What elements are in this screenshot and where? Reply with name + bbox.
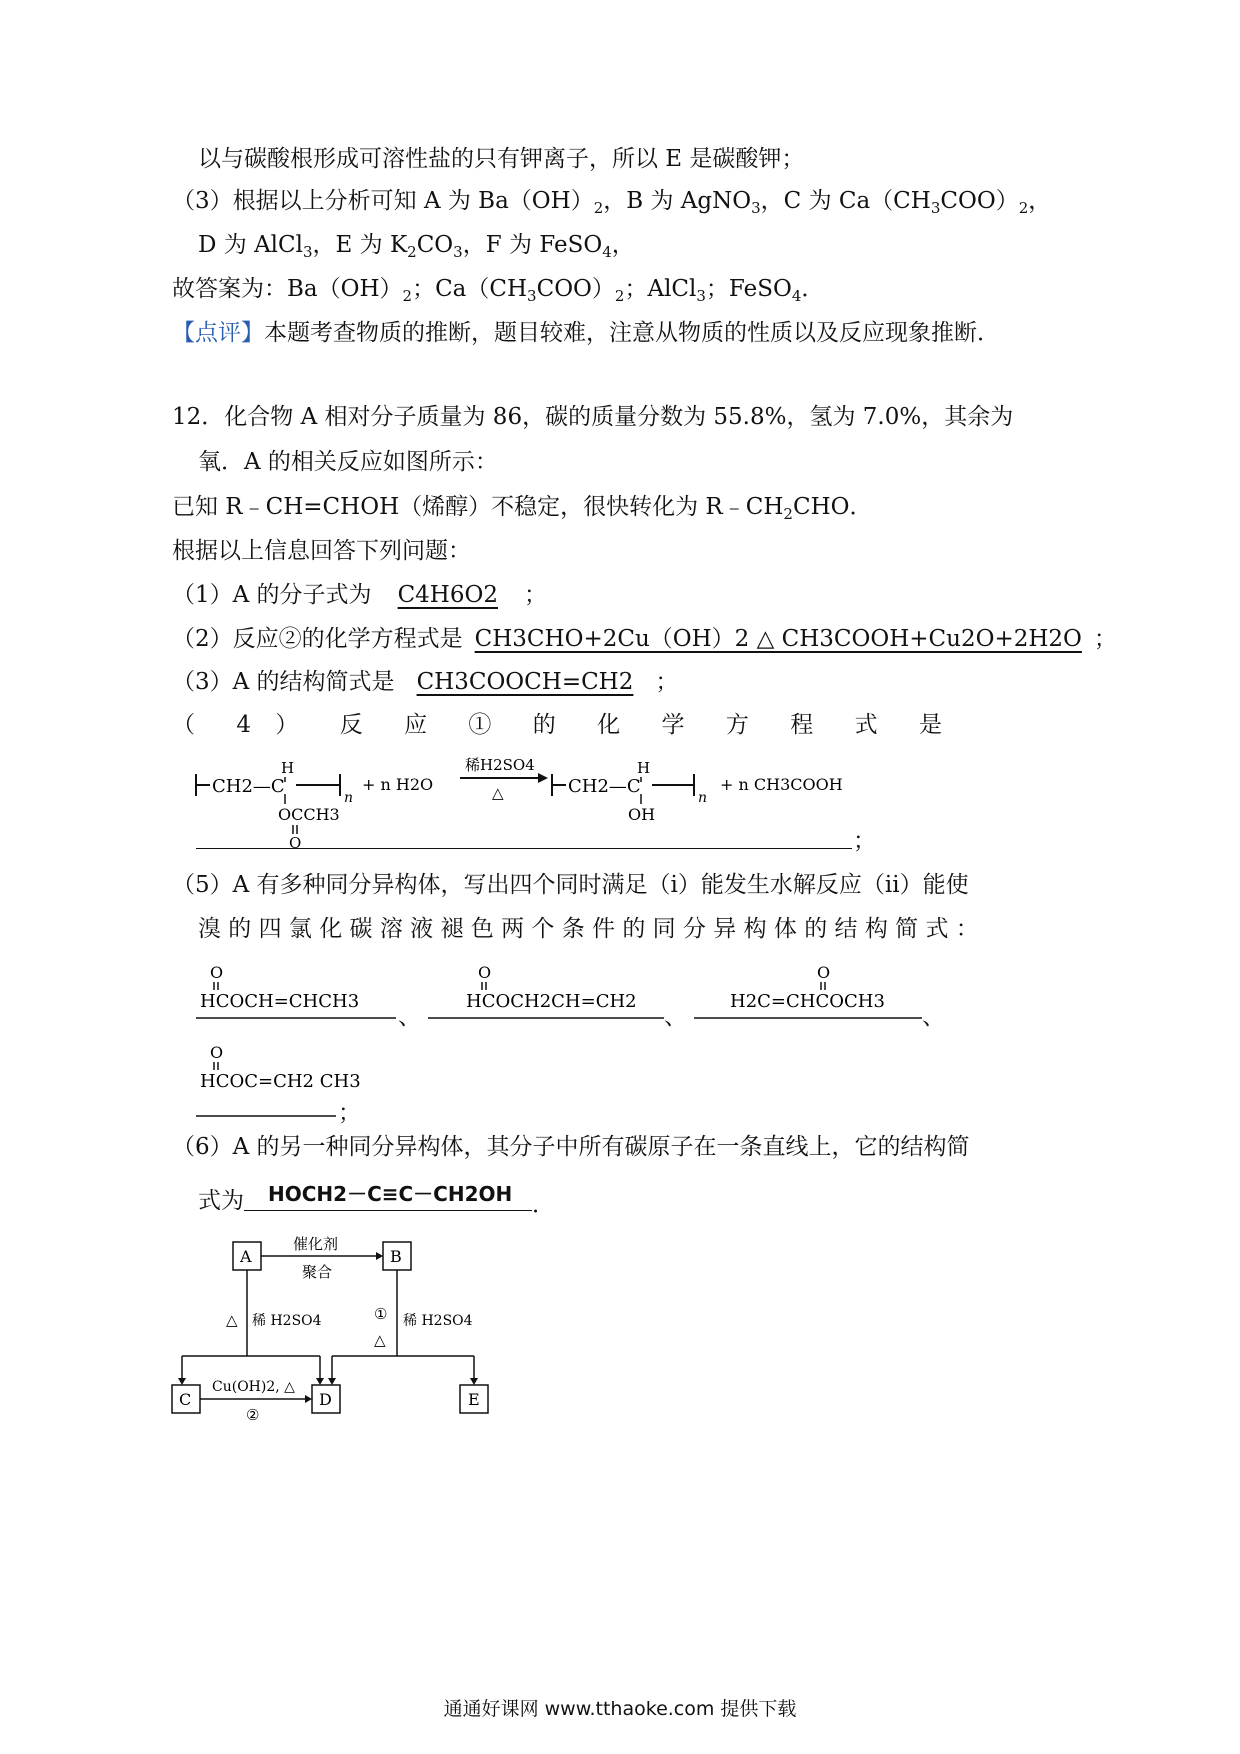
eq-plus-acid: + n CH3COOH bbox=[720, 775, 843, 794]
comment-line: 【点评】本题考查物质的推断，题目较难，注意从物质的性质以及反应现象推断． bbox=[172, 320, 1000, 346]
q12-ask: 根据以上信息回答下列问题： bbox=[172, 538, 471, 564]
sep-1: 、 bbox=[398, 1004, 421, 1030]
isomer3-o: O bbox=[817, 963, 831, 982]
isomer-4: HCOC=CH2 CH3 bbox=[200, 1071, 361, 1092]
isomer1-o: O bbox=[210, 963, 224, 982]
isomer-3: H2C=CHCOCH3 bbox=[730, 991, 885, 1012]
reaction-scheme bbox=[160, 1228, 520, 1424]
label-b-acid: 稀 H2SO4 bbox=[403, 1313, 473, 1329]
isomer2-o: O bbox=[478, 963, 492, 982]
node-b: B bbox=[390, 1247, 402, 1266]
p6-answer-line bbox=[244, 1210, 532, 1211]
q12-line2: 氧．A 的相关反应如图所示： bbox=[198, 449, 498, 475]
p4-semicolon: ； bbox=[853, 828, 876, 854]
p3-answer: CH3COOCH=CH2 bbox=[416, 669, 634, 695]
label-cuoh: Cu(OH)2, △ bbox=[212, 1379, 295, 1395]
q12-part5-line1: （5）A 有多种同分异构体，写出四个同时满足（i）能发生水解反应（ii）能使 bbox=[172, 872, 969, 898]
p4-answer-line bbox=[196, 848, 852, 849]
label-circ2: ② bbox=[246, 1406, 260, 1424]
p5-semicolon: ； bbox=[338, 1100, 361, 1126]
q12-part1: （1）A 的分子式为 C4H6O2 ； bbox=[172, 582, 547, 608]
eq-delta: △ bbox=[492, 784, 504, 802]
eq-reagent: 稀H2SO4 bbox=[465, 756, 535, 774]
eq-left-n: n bbox=[344, 790, 354, 806]
comment-tag: 【点评】 bbox=[172, 320, 264, 346]
isomer4-o: O bbox=[210, 1043, 224, 1062]
label-polymerize: 聚合 bbox=[302, 1263, 333, 1281]
eq-right-h: H bbox=[637, 759, 651, 777]
q12-known: 已知 R﹣CH=CHOH（烯醇）不稳定，很快转化为 $R﹣CH_2CHO$． bbox=[172, 494, 873, 523]
q3-line2: D 为 AlCl$_3$，E 为 $K_2CO_3$，F 为 FeSO$_4$， bbox=[198, 232, 635, 261]
q12-part6-line1: （6）A 的另一种同分异构体，其分子中所有碳原子在一条直线上，它的结构简 bbox=[172, 1134, 970, 1160]
isomer-2: HCOCH2CH=CH2 bbox=[466, 991, 637, 1012]
q12-line1: 12．化合物 A 相对分子质量为 86，碳的质量分数为 55.8%，氢为 7.0%，其余为 bbox=[172, 404, 1014, 430]
isomer-answers bbox=[190, 960, 950, 1120]
p6-period: ． bbox=[532, 1192, 555, 1218]
footer-source: 通通好课网 www.tthaoke.com 提供下载 bbox=[443, 1698, 797, 1720]
q12-part5-line2: 溴 的 四 氯 化 碳 溶 液 褪 色 两 个 条 件 的 同 分 异 构 体 的 结 构 简 式 ： bbox=[198, 916, 979, 942]
q12-part6-label: 式为 bbox=[198, 1188, 244, 1214]
isomer-1: HCOCH=CHCH3 bbox=[200, 991, 360, 1012]
q3-answer: 故答案为：$Ba(OH)_2$；$Ca(CH_3COO)_2$；AlCl$_3$；FeSO$_4$． bbox=[172, 276, 825, 305]
eq-ester-o: O bbox=[289, 834, 302, 852]
node-e: E bbox=[468, 1390, 480, 1409]
reaction1-equation bbox=[190, 752, 890, 852]
node-a: A bbox=[240, 1247, 252, 1266]
q12-part3: （3）A 的结构简式是 CH3COOCH=CH2 ； bbox=[172, 669, 679, 695]
q3-line1: （3）根据以上分析可知 A 为 $Ba(OH)_2$，B 为 AgNO$_3$，C 为 $Ca(CH_3COO)_2$， bbox=[172, 188, 1052, 217]
eq-plus-water: + n H2O bbox=[362, 775, 434, 794]
q12-part4: （ 4 ） 反 应 ① 的 化 学 方 程 式 是 bbox=[172, 712, 942, 738]
sep-2: 、 bbox=[664, 1004, 687, 1030]
node-d: D bbox=[319, 1390, 332, 1409]
eq-right-unit: CH2—C bbox=[568, 776, 641, 797]
p1-answer: C4H6O2 bbox=[397, 582, 498, 608]
label-circ1: ① bbox=[374, 1305, 388, 1323]
q12-part2: （2）反应②的化学方程式是 CH3CHO+2Cu（OH）2 △ CH3COOH+Cu2O+2H2O ； bbox=[172, 626, 1117, 652]
intro-line: 以与碳酸根形成可溶性盐的只有钾离子，所以 E 是碳酸钾； bbox=[198, 146, 805, 172]
eq-left-unit: CH2—C bbox=[212, 776, 285, 797]
label-a-acid: 稀 H2SO4 bbox=[252, 1313, 322, 1329]
eq-ester: OCCH3 bbox=[278, 805, 340, 824]
eq-right-n: n bbox=[698, 790, 708, 806]
p6-answer: HOCH2－C≡C－CH2OH bbox=[268, 1182, 513, 1206]
sep-3: 、 bbox=[922, 1004, 945, 1030]
label-catalyst: 催化剂 bbox=[293, 1235, 339, 1253]
eq-oh: OH bbox=[628, 805, 656, 824]
eq-left-h: H bbox=[281, 759, 295, 777]
label-b-delta: △ bbox=[374, 1331, 386, 1349]
node-c: C bbox=[179, 1390, 192, 1409]
p2-answer: CH3CHO+2Cu（OH）2 △ CH3COOH+Cu2O+2H2O bbox=[474, 626, 1082, 652]
label-a-delta: △ bbox=[226, 1311, 238, 1329]
